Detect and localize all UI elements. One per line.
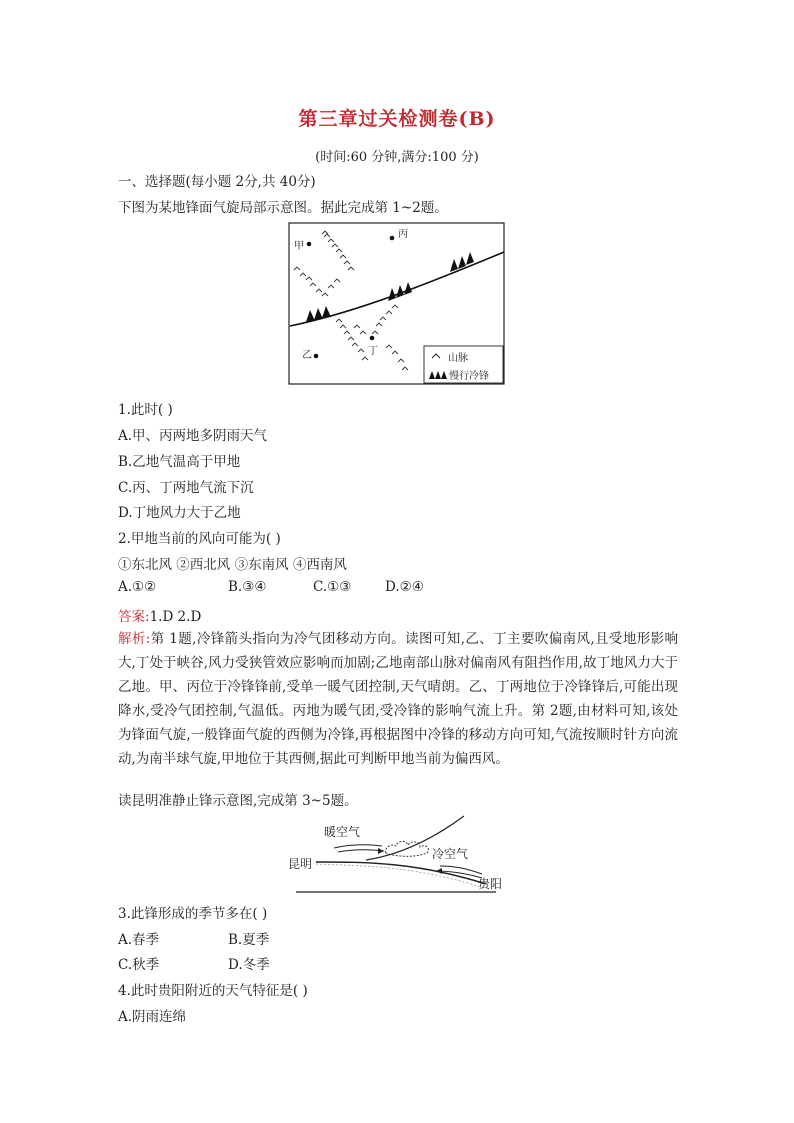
cold-air-label: 冷空气 bbox=[432, 847, 469, 861]
q2-stem: 2.甲地当前的风向可能为( ) bbox=[118, 531, 281, 547]
label-ding: 丁 bbox=[368, 346, 378, 357]
warm-air-label: 暖空气 bbox=[324, 825, 361, 839]
q2-option-d: D.②④ bbox=[385, 579, 424, 595]
guiyang-label: 贵阳 bbox=[478, 877, 503, 891]
q2-option-c: C.①③ bbox=[313, 579, 352, 595]
q3-option-d: D.冬季 bbox=[228, 957, 270, 973]
cyclone-figure bbox=[288, 222, 506, 386]
legend-front-icon bbox=[429, 371, 447, 379]
answer-label: 答案: bbox=[118, 609, 150, 625]
answer-line bbox=[118, 605, 201, 625]
q1-option-b: B.乙地气温高于甲地 bbox=[118, 454, 241, 470]
section-heading: 一、选择题(每小题 2分,共 40分) bbox=[118, 174, 316, 190]
warm-arrow-2 bbox=[338, 850, 384, 852]
label-jia: 甲 bbox=[294, 241, 304, 252]
page-title: 第三章过关检测卷(B) bbox=[298, 108, 496, 130]
answer-text: 1.D 2.D bbox=[149, 609, 202, 625]
intro-text-2: 读昆明准静止锋示意图,完成第 3~5题。 bbox=[118, 793, 358, 809]
label-bing: 丙 bbox=[398, 229, 408, 240]
q3-option-a: A.春季 bbox=[118, 932, 160, 948]
q2-choices: ①东北风 ②西北风 ③东南风 ④西南风 bbox=[118, 557, 347, 573]
warm-arrow-1 bbox=[334, 845, 382, 848]
analysis-text: 第 1题,冷锋箭头指向为冷气团移动方向。读图可知,乙、丁主要吹偏南风,且受地形影响大,丁处于峡谷,风力受狭管效应影响而加剧;乙地南部山脉对偏南风有阻挡作用,故丁地风力大于乙地。甲、丙位于冷锋锋前,受单一暖气团控制,天气晴朗。乙、丁两地位于冷锋锋后,可能出现降水,受冷气团控制,气温低。丙地为暖气团,受冷锋的影响气流上升。第 2题,由材料可知,该处为锋面气旋,一般锋面气旋的西侧为冷锋,再根据图中冷锋的移动方向可知,气流按顺时针方向流动,为南半球气旋,甲地位于其西侧,据此可判断甲地当前为偏西风。 bbox=[118, 631, 678, 767]
q2-option-a: A.①② bbox=[118, 579, 157, 595]
exam-meta: (时间:60 分钟,满分:100 分) bbox=[315, 150, 479, 165]
stationary-front-figure bbox=[286, 808, 514, 894]
legend-front: 慢行冷锋 bbox=[449, 371, 489, 382]
kunming-label: 昆明 bbox=[288, 857, 313, 871]
q1-option-d: D.丁地风力大于乙地 bbox=[118, 505, 241, 521]
q1-stem: 1.此时( ) bbox=[118, 402, 173, 418]
analysis-label: 解析: bbox=[118, 631, 151, 647]
q4-stem: 4.此时贵阳附近的天气特征是( ) bbox=[118, 983, 308, 999]
label-yi: 乙 bbox=[302, 350, 312, 361]
q3-stem: 3.此锋形成的季节多在( ) bbox=[118, 906, 268, 922]
q3-option-b: B.夏季 bbox=[228, 932, 270, 948]
q1-option-c: C.丙、丁两地气流下沉 bbox=[118, 480, 254, 496]
intro-text: 下图为某地锋面气旋局部示意图。据此完成第 1~2题。 bbox=[118, 200, 448, 216]
analysis-paragraph bbox=[118, 627, 678, 771]
q4-option-a: A.阴雨连绵 bbox=[118, 1009, 187, 1025]
legend-mountain: 山脉 bbox=[448, 353, 468, 364]
q2-option-b: B.③④ bbox=[228, 579, 267, 595]
q1-option-a: A.甲、丙两地多阴雨天气 bbox=[118, 428, 268, 444]
q3-option-c: C.秋季 bbox=[118, 957, 160, 973]
